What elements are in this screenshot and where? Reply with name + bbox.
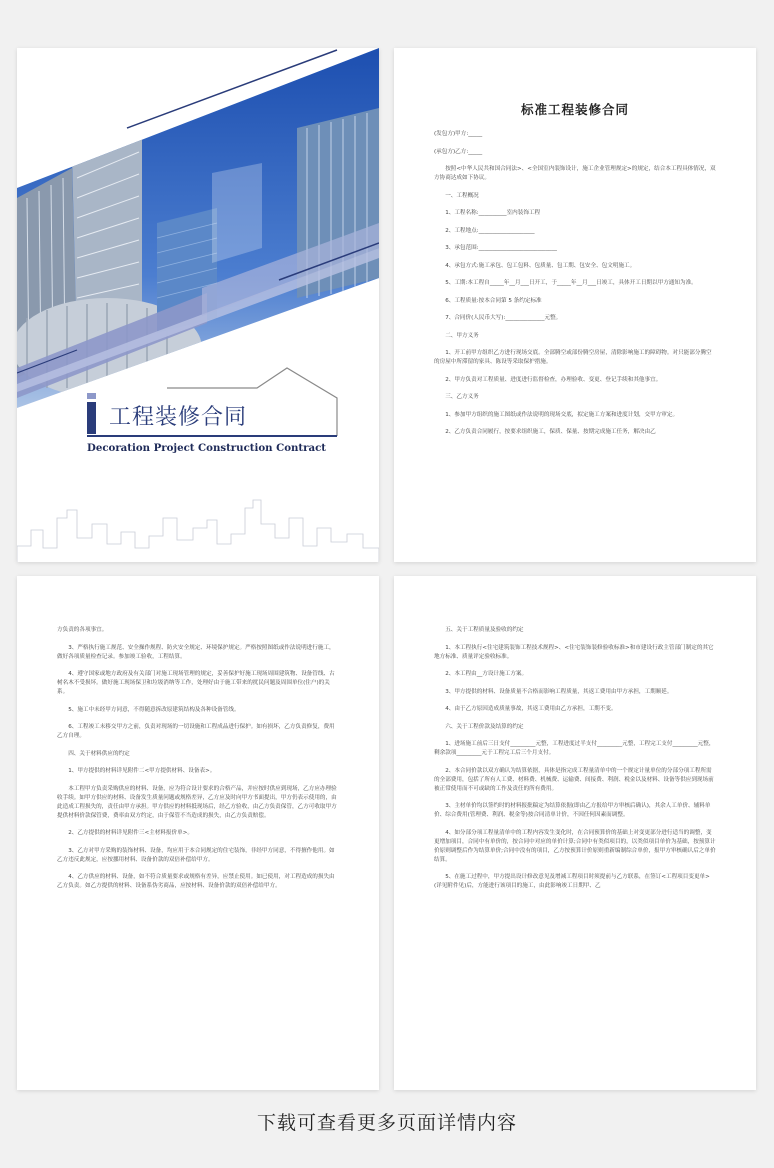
contract-page-3 <box>394 576 756 1090</box>
paragraph: (承包方)乙方:_____ <box>434 148 483 155</box>
paragraph: 3、严格执行施工规范、安全操作规程、防火安全规定、环境保护规定。严格按照图纸或作法说明进行施工，做好各项质量检查记录。参加竣工验收，工程结算。 <box>57 644 335 660</box>
paragraph: 五、关于工程质量及验收的约定 <box>445 627 524 633</box>
paragraph: 2、本合同价款以双方确认为结算依据，具体是指完成工程量清单中的一个规定计量单位的分部分项工程所需的全部费用，包括了所有人工费、材料费、机械费、运输费、间接费、利润、税金以及材料、设备等供应到现场前被正常使用而不可或缺的工作及责任的所有费用。 <box>434 767 714 792</box>
cover-artwork <box>17 48 379 562</box>
page-body <box>434 130 716 437</box>
page-body <box>434 576 716 891</box>
cover-title: 工程装修合同 <box>109 405 248 430</box>
contract-page-2 <box>17 576 379 1090</box>
paragraph: 1、甲方提供的材料详见附件二<甲方提供材料、设备表>。 <box>68 768 216 774</box>
paragraph: 本工程甲方负责采购供应的材料、设备，应为符合设计要求的合格产品，并应按时供应到现场，乙方应办理验收手续。如甲方供应的材料、设备发生质量问题或规格差异，乙方应及时向甲方书面提出，甲方仍表示使用的，由此造成工程损失的，责任由甲方承担。甲方供应的材料抵现场后，经乙方验收，由乙方负责保管，乙方可收取甲方提供材料价款保管费，费率由双方约定，由于保管不当造成的损失，由乙方负责赔偿。 <box>57 785 337 819</box>
paragraph: 按照<中华人民共和国合同法>、<全国室内装饰设计，施工企业管理规定>的规定，结合本工程具体情况，双方协商达成如下协议。 <box>434 166 716 181</box>
paragraph: 6、工程竣工未移交甲方之前，负责对现场的一切设施和工程成品进行保护。如有损坏，乙方负责修复，费用乙方自理。 <box>57 724 335 739</box>
paragraph: 3、甲方提供的材料、设备质量不合格而影响工程质量，其返工费用由甲方承担，工期顺延。 <box>445 688 673 695</box>
download-prompt[interactable]: 下载可查看更多页面详情内容 <box>256 1112 517 1134</box>
paragraph: 4、乙方供应的材料、设备，如不符合质量要求或规格有差异，应禁止使用。如已使用，对工程造成的损失由乙方负责。如乙方提供的材料、设备系伪劣商品，应按材料、设备价款的双倍补偿给甲方。 <box>57 874 335 889</box>
paragraph: 三、乙方义务 <box>445 394 479 400</box>
paragraph: 5、在施工过程中，甲方提出设计修改意见及增减工程项目时须提前与乙方联系，在签订<工程项目变更单>(详见附件见)后，方能进行该项目的施工，由此影响竣工日期甲、乙 <box>434 874 710 889</box>
paragraph: 1、开工前甲方组织乙方进行现场交底。全部腾空或部份腾空房屋，清除影响施工的障碍物。对只能部分腾空的房屋中所滞留的家具、陈设等采取保护措施。 <box>434 350 712 365</box>
contract-title: 标准工程装修合同 <box>520 102 629 117</box>
paragraph: 3、承包范围:____________________________ <box>445 245 557 251</box>
paragraph: 2、乙方提供的材料详见附件三<主材料报价单>。 <box>68 830 193 836</box>
paragraph: 6、工程质量:按本合同第 5 条约定标准 <box>445 297 542 304</box>
paragraph: 4、如分部分项工程量清单中的工程内容发生变化时，在合同预算价的基础上对变更部分进行适当的调整，变更增加项目，合同中有单价的，按合同中对应的单价计算;合同中有类似项目的，以类似项目单价为基础，按预算计价原则调整后作为结算单价;合同中没有的项目，乙方按预算计价原则重新编制综合单价，报甲方审核确认后之单价结算。 <box>434 829 716 863</box>
paragraph: (发包方)甲方:_____ <box>434 131 483 137</box>
paragraph: 六、关于工程价款及结算的约定 <box>445 723 524 730</box>
paragraph: 3、乙方对甲方采购的装饰材料、设备，均应用于本合同规定的住宅装饰，非经甲方同意，不得擅作他用。如乙方违反此规定，应按挪用材料、设备价款的双倍补偿给甲方。 <box>57 847 335 863</box>
paragraph: 4、承包方式:施工承包、包工包料、包质量、包工期、包安全、包文明施工。 <box>445 262 636 269</box>
paragraph: 2、工程地点:____________________ <box>445 227 535 234</box>
paragraph: 4、由于乙方原因造成质量事故，其返工费用由乙方承担，工期不变。 <box>445 706 617 712</box>
paragraph: 方负责的各项事宜。 <box>57 627 108 633</box>
paragraph: 7、合同价(人民币大写):______________元整。 <box>445 315 562 321</box>
paragraph: 四、关于材料供应的约定 <box>68 750 130 757</box>
paragraph: 5、施工中未经甲方同意，不得随意拆改原建筑结构及各种设备管线。 <box>68 706 240 713</box>
paragraph: 5、工期:本工程自_____年__月___日开工，于_____年__月___日竣工，具体开工日期以甲方通知为准。 <box>445 280 697 286</box>
paragraph: 2、甲方负责对工程质量、进度进行监督检查，办理验收、变更、登记手续和其他事宜。 <box>445 376 662 383</box>
paragraph: 1、工程名称:__________室内装饰工程 <box>445 210 541 216</box>
paragraph: 2、本工程由__方设计施工方案。 <box>445 671 528 677</box>
paragraph: 1、本工程执行<住宅建筑装饰工程技术规程>、<住宅装饰装修验收标准>和市建设行政主管部门制定的其它地方标准、质量评定验收标准。 <box>434 644 714 660</box>
cover-subtitle: Decoration Project Construction Contract <box>87 442 326 454</box>
paragraph: 2、乙方负责合同履行，按要求组织施工，保质、保量、按期完成施工任务，解决由乙 <box>445 429 656 435</box>
paragraph: 3、主材单价均以签约时的材料报批稿定为结算依据(即由乙方报给甲方审核后确认)，其余人工单价、辅料单价、综合费用(管理费、利润、税金等)按合同清单计价，不因任何因素而调整。 <box>434 803 711 818</box>
page-body <box>57 576 339 891</box>
paragraph: 二、甲方义务 <box>445 332 479 339</box>
paragraph: 1、进场施工前后三日支付_________元整，工程进度过半支付_________元整，工程完工支付_________元整，剩余款项_________元于工程完工后三个月支付。 <box>434 741 715 756</box>
paragraph: 4、遵守国家或地方政府及有关部门对施工现场管理的规定，妥善保护好施工现场周围建筑物、设备管线、古树名木不受损坏。做好施工现场保卫和垃圾消纳等工作，处理好由于施工带来的扰民问题及周围单位(住户)的关系。 <box>57 671 335 695</box>
cover-page <box>17 48 379 562</box>
paragraph: 一、工程概况 <box>445 192 479 199</box>
contract-page-1 <box>394 48 756 562</box>
paragraph: 1、参加甲方组织的施工图纸或作法说明的现场交底，拟定施工方案和进度计划，交甲方审定。 <box>445 411 679 418</box>
